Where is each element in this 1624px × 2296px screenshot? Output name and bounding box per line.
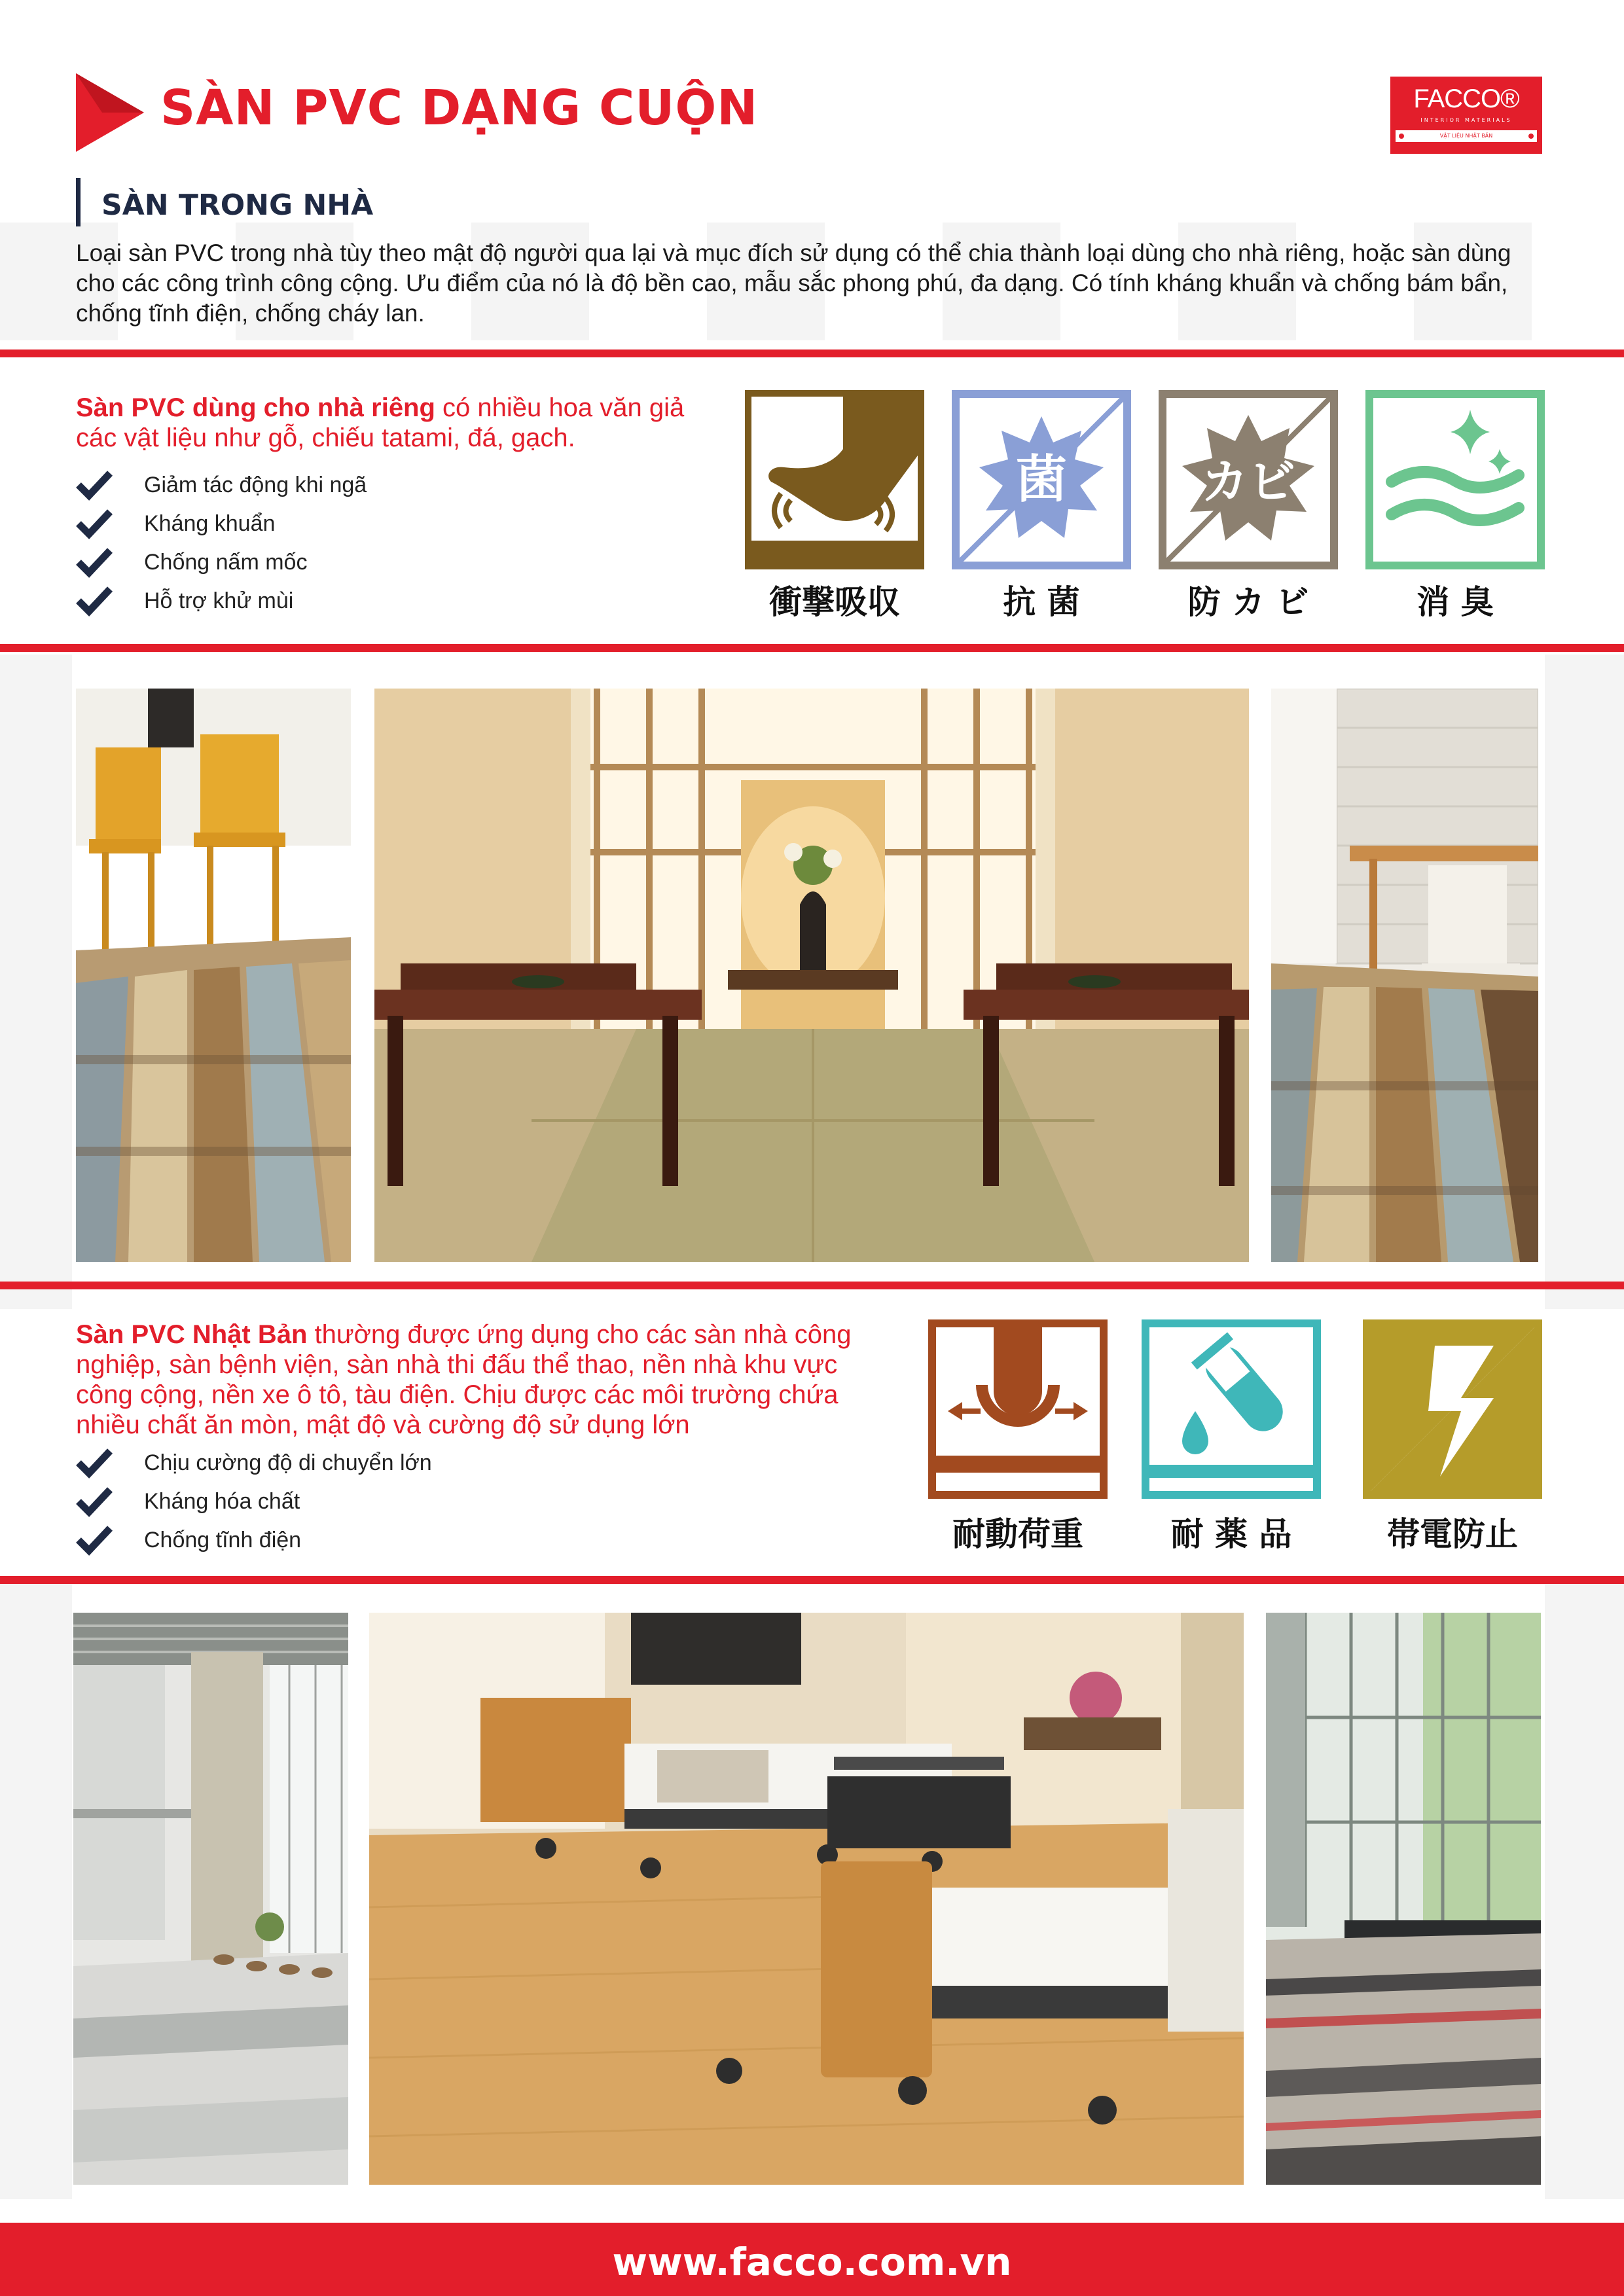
background-tile [1545,1584,1624,2199]
feature-item [76,469,367,501]
checkmark-icon [76,469,113,501]
background-tile [0,655,72,1309]
residential-lead-bold: Sàn PVC dùng cho nhà riêng [76,393,435,422]
feature-label: Giảm tác động khi ngã [144,472,367,497]
icon-caption: 防 カ ビ [1187,583,1309,621]
divider-line [0,350,1624,357]
feature-label: Kháng hóa chất [144,1488,300,1514]
office-lobby-carpet-photo [1266,1613,1541,2185]
feature-item [76,584,293,617]
background-tile [0,1584,72,2199]
antibacterial-icon [952,390,1131,569]
icon-caption: 耐 薬 品 [1170,1515,1292,1553]
feature-item [76,1485,300,1518]
background-tile [1545,655,1624,1309]
logo-subtitle: INTERIOR MATERIALS [1420,117,1512,123]
foot-impact-icon [745,390,924,569]
divider-line [0,1576,1624,1584]
checkmark-icon [76,1447,113,1479]
checkmark-icon [76,508,113,539]
dining-wood-floor-photo [1271,689,1538,1262]
icon-caption: 衝撃吸収 [769,583,900,621]
hospital-room-photo [369,1613,1244,2185]
icon-caption: 抗 菌 [1003,583,1080,621]
checkmark-icon [76,1486,113,1517]
feature-label: Chống nấm mốc [144,549,308,575]
load-resistance-icon [928,1319,1108,1499]
svg-text:菌: 菌 [1015,450,1068,509]
icon-caption: 消 臭 [1416,583,1494,621]
japan-flag-icon [1525,130,1537,142]
cafe-wood-floor-photo [76,689,351,1262]
footer-bar [0,2223,1624,2296]
checkmark-icon [76,1524,113,1556]
feature-item [76,1524,301,1556]
website-link[interactable]: www.facco.com.vn [612,2240,1012,2284]
japanese-lead [76,1319,881,1440]
anti-mold-icon [1159,390,1338,569]
japanese-lead-bold: Sàn PVC Nhật Bản [76,1320,308,1349]
feature-label: Chịu cường độ di chuyển lớn [144,1450,432,1475]
chemical-resistance-icon [1142,1319,1321,1499]
feature-label: Hỗ trợ khử mùi [144,588,294,613]
logo-tagline: VẬT LIỆU NHẬT BẢN [1407,130,1525,142]
svg-text:カビ: カビ [1200,454,1296,509]
checkmark-icon [76,547,113,578]
subtitle-accent-bar [76,178,81,226]
japanese-lead-text: thường được ứng dụng cho các sàn nhà công nghiệp, sàn bệnh viện, sàn nhà thi đấu thể thao, nền nhà khu vực công cộng, nền xe ô tô, tàu điện. Chịu được các môi trường chứa nhiều chất ăn mòn, mật độ và cường độ sử dụng lớn [76,1320,852,1439]
antistatic-icon [1363,1319,1542,1499]
japanese-tatami-room-photo [374,689,1249,1262]
feature-item [76,507,275,540]
icon-caption: 帯電防止 [1387,1515,1518,1553]
feature-label: Kháng khuẩn [144,511,276,536]
play-arrow-icon [76,73,144,152]
checkmark-icon [76,585,113,617]
logo-name: FACCO® [1413,84,1519,113]
intro-paragraph: Loại sàn PVC trong nhà tùy theo mật độ người qua lại và mục đích sử dụng có thể chia thành loại dùng cho nhà riêng, hoặc sàn dùng cho các công trình công cộng. Ưu điểm của nó là độ bền cao, mẫu sắc phong phú, đa dạng. Có tính kháng khuẩn và chống bám bẩn, chống tĩnh điện, chống cháy lan. [76,240,1511,327]
icon-caption: 耐動荷重 [952,1515,1083,1553]
divider-line [0,1282,1624,1289]
residential-lead [76,393,717,453]
deodorize-icon [1365,390,1545,569]
facco-logo [1390,77,1542,154]
page-title: SÀN PVC DẠNG CUỘN [160,80,759,136]
feature-item [76,1446,432,1479]
divider-line [0,644,1624,652]
feature-item [76,546,307,579]
residential-lead-text: có nhiều hoa văn giả các vật liệu như gỗ, chiếu tatami, đá, gạch. [76,393,685,452]
section-subtitle: SÀN TRONG NHÀ [101,188,374,222]
atrium-lobby-photo [73,1613,348,2185]
feature-label: Chống tĩnh điện [144,1527,302,1552]
japan-flag-icon [1396,130,1407,142]
